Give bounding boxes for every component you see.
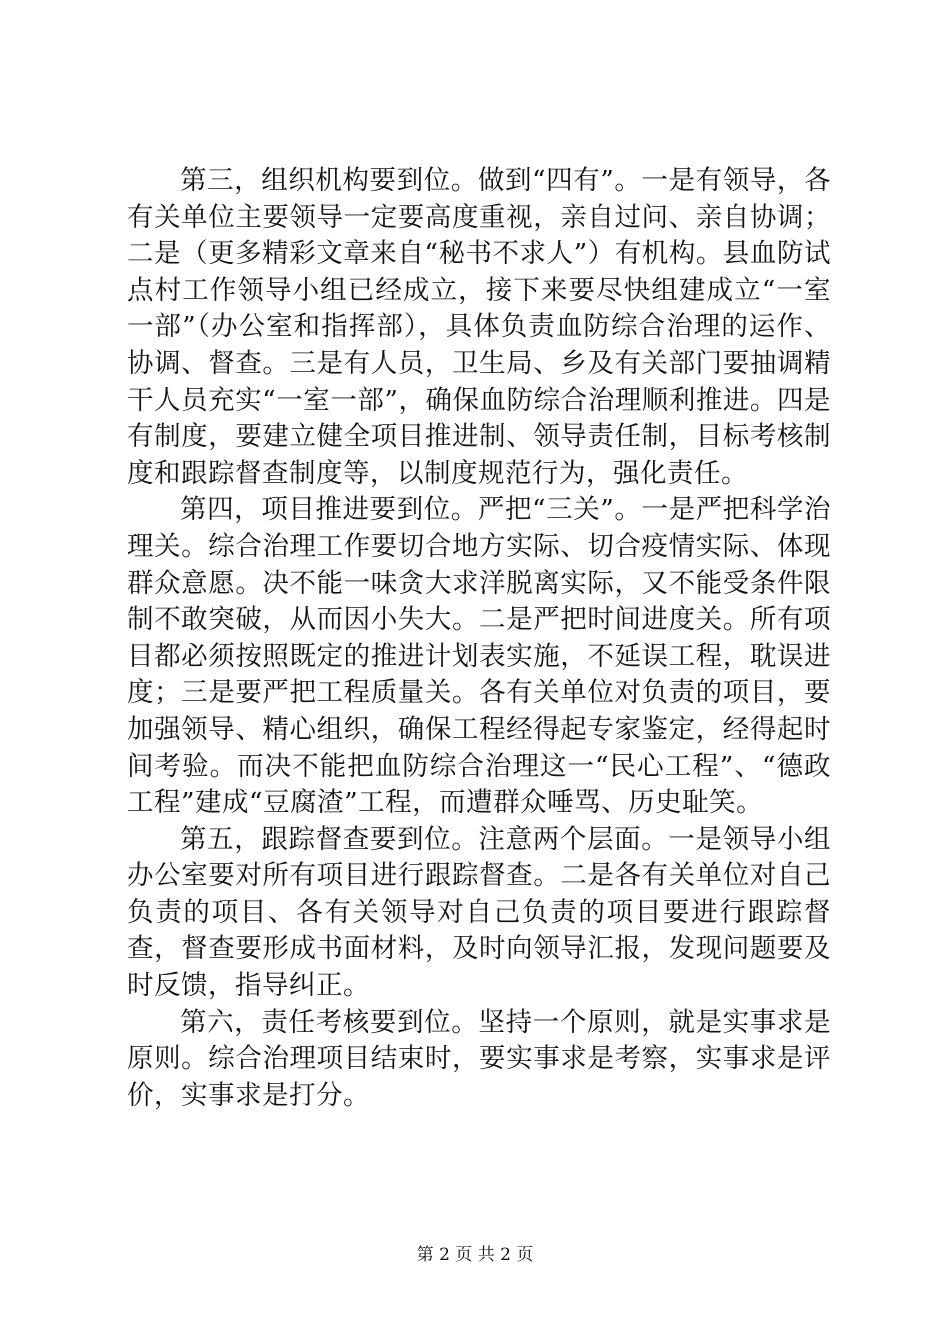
document-body <box>127 163 831 1114</box>
page-number-footer: 第 2 页 共 2 页 <box>416 1245 534 1265</box>
paragraph-fifth: 第五，跟踪督查要到位。注意两个层面。一是领导小组办公室要对所有项目进行跟踪督查。二是各有关单位对自己负责的项目、各有关领导对自己负责的项目要进行跟踪督查，督查要形成书面材料，及时向领导汇报，发现问题要及时反馈，指导纠正。 <box>127 823 831 1002</box>
paragraph-sixth: 第六，责任考核要到位。坚持一个原则，就是实事求是原则。综合治理项目结束时，要实事求是考察，实事求是评价，实事求是打分。 <box>127 1006 831 1111</box>
paragraph-third: 第三，组织机构要到位。做到“四有”。一是有领导，各有关单位主要领导一定要高度重视，亲自过问、亲自协调；二是（更多精彩文章来自“秘书不求人”）有机构。县血防试点村工作领导小组已经成立，接下来要尽快组建成立“一室一部”（办公室和指挥部），具体负责血防综合治理的运作、协调、督查。三是有人员，卫生局、乡及有关部门要抽调精干人员充实“一室一部”，确保血防综合治理顺利推进。四是有制度，要建立健全项目推进制、领导责任制，目标考核制度和跟踪督查制度等，以制度规范行为，强化责任。 <box>127 165 831 489</box>
paragraph-fourth: 第四，项目推进要到位。严把“三关”。一是严把科学治理关。综合治理工作要切合地方实际、切合疫情实际、体现群众意愿。决不能一味贪大求洋脱离实际，又不能受条件限制不敢突破，从而因小失大。二是严把时间进度关。所有项目都必须按照既定的推进计划表实施，不延误工程，耽误进度；三是要严把工程质量关。各有关单位对负责的项目，要加强领导、精心组织，确保工程经得起专家鉴定，经得起时间考验。而决不能把血防综合治理这一“民心工程”、“德政工程”建成“豆腐渣”工程，而遭群众唾骂、历史耻笑。 <box>127 494 831 819</box>
